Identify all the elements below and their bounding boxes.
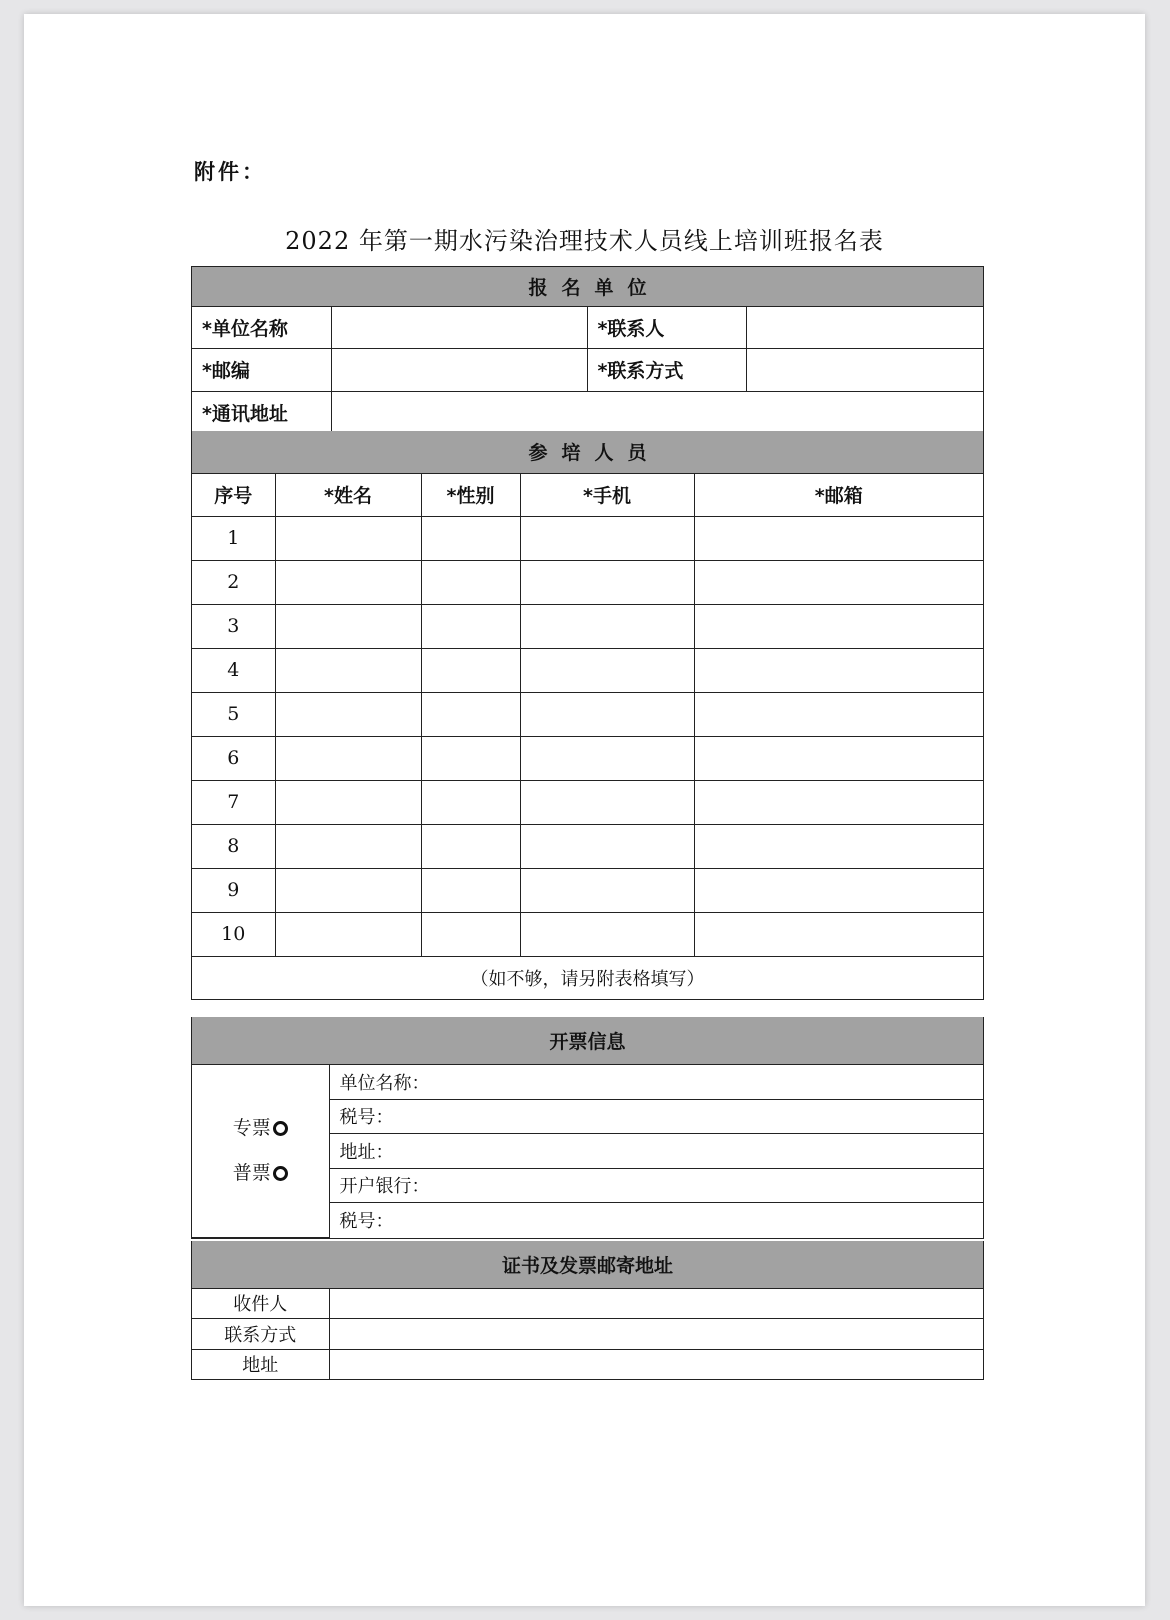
phone-cell[interactable]	[520, 560, 694, 604]
contact-person-label: *联系人	[587, 306, 746, 348]
participants-note: （如不够，请另附表格填写）	[192, 956, 983, 999]
radio-icon[interactable]	[273, 1121, 288, 1136]
invoice-unit-name-field[interactable]: 单位名称：	[329, 1064, 983, 1099]
phone-cell[interactable]	[520, 780, 694, 824]
mailing-contact-field[interactable]	[329, 1318, 983, 1349]
gender-cell[interactable]	[421, 516, 520, 560]
name-cell[interactable]	[275, 604, 421, 648]
phone-cell[interactable]	[520, 516, 694, 560]
gender-cell[interactable]	[421, 824, 520, 868]
address-label: *通讯地址	[192, 391, 331, 433]
email-cell[interactable]	[694, 824, 983, 868]
email-cell[interactable]	[694, 648, 983, 692]
phone-cell[interactable]	[520, 604, 694, 648]
unit-section-header: 报名单位	[192, 267, 983, 306]
form-title: 2022 年第一期水污染治理技术人员线上培训班报名表	[285, 227, 884, 255]
email-cell[interactable]	[694, 912, 983, 956]
mailing-address-label: 地址	[192, 1349, 329, 1379]
recipient-field[interactable]	[329, 1288, 983, 1318]
special-invoice-label: 专票	[232, 1116, 271, 1139]
name-cell[interactable]	[275, 648, 421, 692]
row-number: 10	[192, 912, 275, 956]
email-cell[interactable]	[694, 736, 983, 780]
phone-cell[interactable]	[520, 648, 694, 692]
contact-method-label: *联系方式	[587, 348, 746, 391]
row-number: 8	[192, 824, 275, 868]
row-number: 2	[192, 560, 275, 604]
mailing-address-field[interactable]	[329, 1349, 983, 1379]
recipient-label: 收件人	[192, 1288, 329, 1318]
name-cell[interactable]	[275, 560, 421, 604]
gender-cell[interactable]	[421, 736, 520, 780]
row-number: 9	[192, 868, 275, 912]
table-row	[192, 560, 983, 604]
participants-section	[191, 431, 984, 1000]
gender-cell[interactable]	[421, 560, 520, 604]
table-row	[192, 736, 983, 780]
phone-cell[interactable]	[520, 692, 694, 736]
postcode-field[interactable]	[331, 348, 587, 391]
contact-method-field[interactable]	[746, 348, 983, 391]
phone-cell[interactable]	[520, 824, 694, 868]
row-number: 5	[192, 692, 275, 736]
email-cell[interactable]	[694, 560, 983, 604]
phone-cell[interactable]	[520, 868, 694, 912]
special-invoice-option[interactable]	[192, 1116, 329, 1139]
table-row	[192, 824, 983, 868]
contact-person-field[interactable]	[746, 306, 983, 348]
invoice-section-header: 开票信息	[192, 1017, 983, 1064]
invoice-tax-id-field[interactable]: 税号：	[329, 1099, 983, 1133]
row-number: 7	[192, 780, 275, 824]
table-row	[192, 516, 983, 560]
name-cell[interactable]	[275, 692, 421, 736]
radio-icon[interactable]	[273, 1166, 288, 1181]
invoice-type-options	[192, 1064, 329, 1237]
invoice-address-field[interactable]: 地址：	[329, 1133, 983, 1168]
gender-cell[interactable]	[421, 648, 520, 692]
gender-cell[interactable]	[421, 912, 520, 956]
mailing-contact-label: 联系方式	[192, 1318, 329, 1349]
email-cell[interactable]	[694, 780, 983, 824]
table-row	[192, 648, 983, 692]
table-row	[192, 868, 983, 912]
col-gender: *性别	[421, 473, 520, 516]
table-row	[192, 692, 983, 736]
table-row	[192, 604, 983, 648]
row-number: 6	[192, 736, 275, 780]
postcode-label: *邮编	[192, 348, 331, 391]
row-number: 1	[192, 516, 275, 560]
gender-cell[interactable]	[421, 868, 520, 912]
participants-section-header: 参培人员	[192, 431, 983, 473]
invoice-section	[191, 1017, 984, 1239]
name-cell[interactable]	[275, 780, 421, 824]
registration-unit-section	[191, 266, 984, 434]
row-number: 3	[192, 604, 275, 648]
phone-cell[interactable]	[520, 736, 694, 780]
name-cell[interactable]	[275, 824, 421, 868]
col-name: *姓名	[275, 473, 421, 516]
mailing-section-header: 证书及发票邮寄地址	[192, 1241, 983, 1288]
name-cell[interactable]	[275, 912, 421, 956]
unit-name-field[interactable]	[331, 306, 587, 348]
gender-cell[interactable]	[421, 604, 520, 648]
email-cell[interactable]	[694, 868, 983, 912]
attachment-label: 附件：	[194, 160, 266, 184]
col-index: 序号	[192, 473, 275, 516]
phone-cell[interactable]	[520, 912, 694, 956]
invoice-bank-field[interactable]: 开户银行：	[329, 1168, 983, 1202]
gender-cell[interactable]	[421, 692, 520, 736]
gender-cell[interactable]	[421, 780, 520, 824]
col-email: *邮箱	[694, 473, 983, 516]
name-cell[interactable]	[275, 516, 421, 560]
table-row	[192, 912, 983, 956]
unit-name-label: *单位名称	[192, 306, 331, 348]
address-field[interactable]	[331, 391, 983, 433]
table-row	[192, 780, 983, 824]
row-number: 4	[192, 648, 275, 692]
col-phone: *手机	[520, 473, 694, 516]
name-cell[interactable]	[275, 736, 421, 780]
general-invoice-label: 普票	[232, 1161, 271, 1184]
email-cell[interactable]	[694, 692, 983, 736]
name-cell[interactable]	[275, 868, 421, 912]
mailing-section	[191, 1241, 984, 1380]
invoice-tax-id-field-2[interactable]: 税号：	[329, 1202, 983, 1237]
email-cell[interactable]	[694, 516, 983, 560]
email-cell[interactable]	[694, 604, 983, 648]
document-page	[24, 14, 1145, 1606]
general-invoice-option[interactable]	[192, 1161, 329, 1184]
